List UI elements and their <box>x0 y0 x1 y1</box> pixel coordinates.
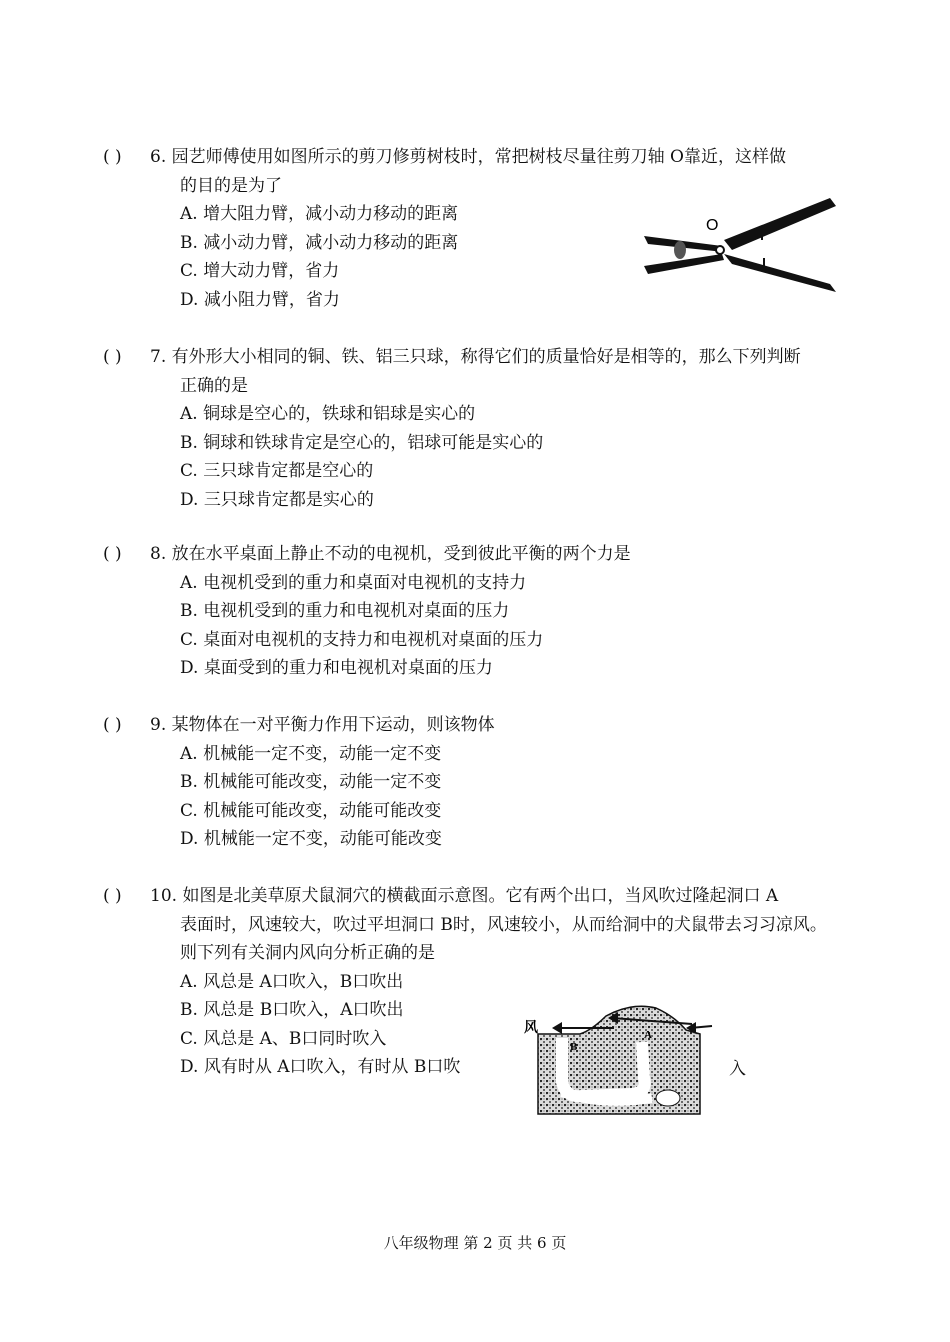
question-9 <box>103 711 893 854</box>
question-stem: 8. 放在水平桌面上静止不动的电视机，受到彼此平衡的两个力是 <box>150 544 631 564</box>
option-c[interactable]: C. 机械能可能改变，动能可能改变 <box>180 800 442 821</box>
option-a[interactable]: A. 电视机受到的重力和桌面对电视机的支持力 <box>180 572 527 593</box>
hole-a-label: A <box>644 1029 652 1041</box>
option-c[interactable]: C. 桌面对电视机的支持力和电视机对桌面的压力 <box>180 629 544 650</box>
answer-paren[interactable]: ( ) <box>103 886 122 906</box>
burrow-figure <box>522 1002 716 1116</box>
option-b[interactable]: B. 减小动力臂，减小动力移动的距离 <box>180 232 459 253</box>
option-d[interactable]: D. 机械能一定不变，动能可能改变 <box>180 829 442 849</box>
option-d[interactable]: D. 三只球肯定都是实心的 <box>180 489 374 510</box>
answer-paren[interactable]: ( ) <box>103 147 122 167</box>
question-stem: 6. 园艺师傅使用如图所示的剪刀修剪树枝时，常把树枝尽量往剪刀轴 O靠近，这样做 <box>150 147 786 167</box>
option-b[interactable]: B. 电视机受到的重力和电视机对桌面的压力 <box>180 601 510 621</box>
option-a[interactable]: A. 铜球是空心的，铁球和铝球是实心的 <box>180 404 476 424</box>
question-10 <box>103 882 893 1082</box>
question-stem: 9. 某物体在一对平衡力作用下运动，则该物体 <box>150 715 495 735</box>
question-stem-cont: 表面时，风速较大，吹过平坦洞口 B时，风速较小，从而给洞中的犬鼠带去习习凉风。 <box>180 914 827 935</box>
answer-paren[interactable]: ( ) <box>103 347 122 367</box>
page-footer: 八年级物理 第 2 页 共 6 页 <box>383 1234 567 1252</box>
option-c[interactable]: C. 风总是 A、B口同时吹入 <box>180 1028 387 1049</box>
option-b[interactable]: B. 风总是 B口吹入，A口吹出 <box>180 1000 404 1020</box>
option-b[interactable]: B. 机械能可能改变，动能一定不变 <box>180 772 442 792</box>
option-a[interactable]: A. 风总是 A口吹入，B口吹出 <box>180 971 404 992</box>
option-c[interactable]: C. 三只球肯定都是空心的 <box>180 461 374 481</box>
question-stem-cont: 的目的是为了 <box>180 175 282 196</box>
answer-paren[interactable]: ( ) <box>103 715 122 735</box>
question-7 <box>103 343 893 514</box>
hole-b-label: B <box>570 1041 578 1053</box>
option-a[interactable]: A. 增大阻力臂，减小动力移动的距离 <box>180 204 459 224</box>
option-a[interactable]: A. 机械能一定不变，动能一定不变 <box>180 743 442 764</box>
wind-label: 风 <box>524 1020 538 1036</box>
question-stem: 7. 有外形大小相同的铜、铁、铝三只球，称得它们的质量恰好是相等的，那么下列判断 <box>150 347 801 367</box>
option-d-tail: 入 <box>729 1059 746 1079</box>
option-b[interactable]: B. 铜球和铁球肯定是空心的，铝球可能是实心的 <box>180 432 544 453</box>
answer-paren[interactable]: ( ) <box>103 544 122 564</box>
option-d[interactable]: D. 减小阻力臂，省力 <box>180 289 340 310</box>
option-c[interactable]: C. 增大动力臂，省力 <box>180 261 340 281</box>
option-d[interactable]: D. 桌面受到的重力和电视机对桌面的压力 <box>180 658 493 678</box>
question-stem-cont-2: 则下列有关洞内风向分析正确的是 <box>180 943 435 963</box>
question-stem-cont: 正确的是 <box>180 375 248 396</box>
axis-label-o: O <box>706 217 719 234</box>
scissors-figure <box>640 188 845 300</box>
option-d[interactable]: D. 风有时从 A口吹入，有时从 B口吹 <box>180 1057 461 1077</box>
question-8 <box>103 540 893 683</box>
question-stem: 10. 如图是北美草原犬鼠洞穴的横截面示意图。它有两个出口，当风吹过隆起洞口 A <box>150 886 779 906</box>
